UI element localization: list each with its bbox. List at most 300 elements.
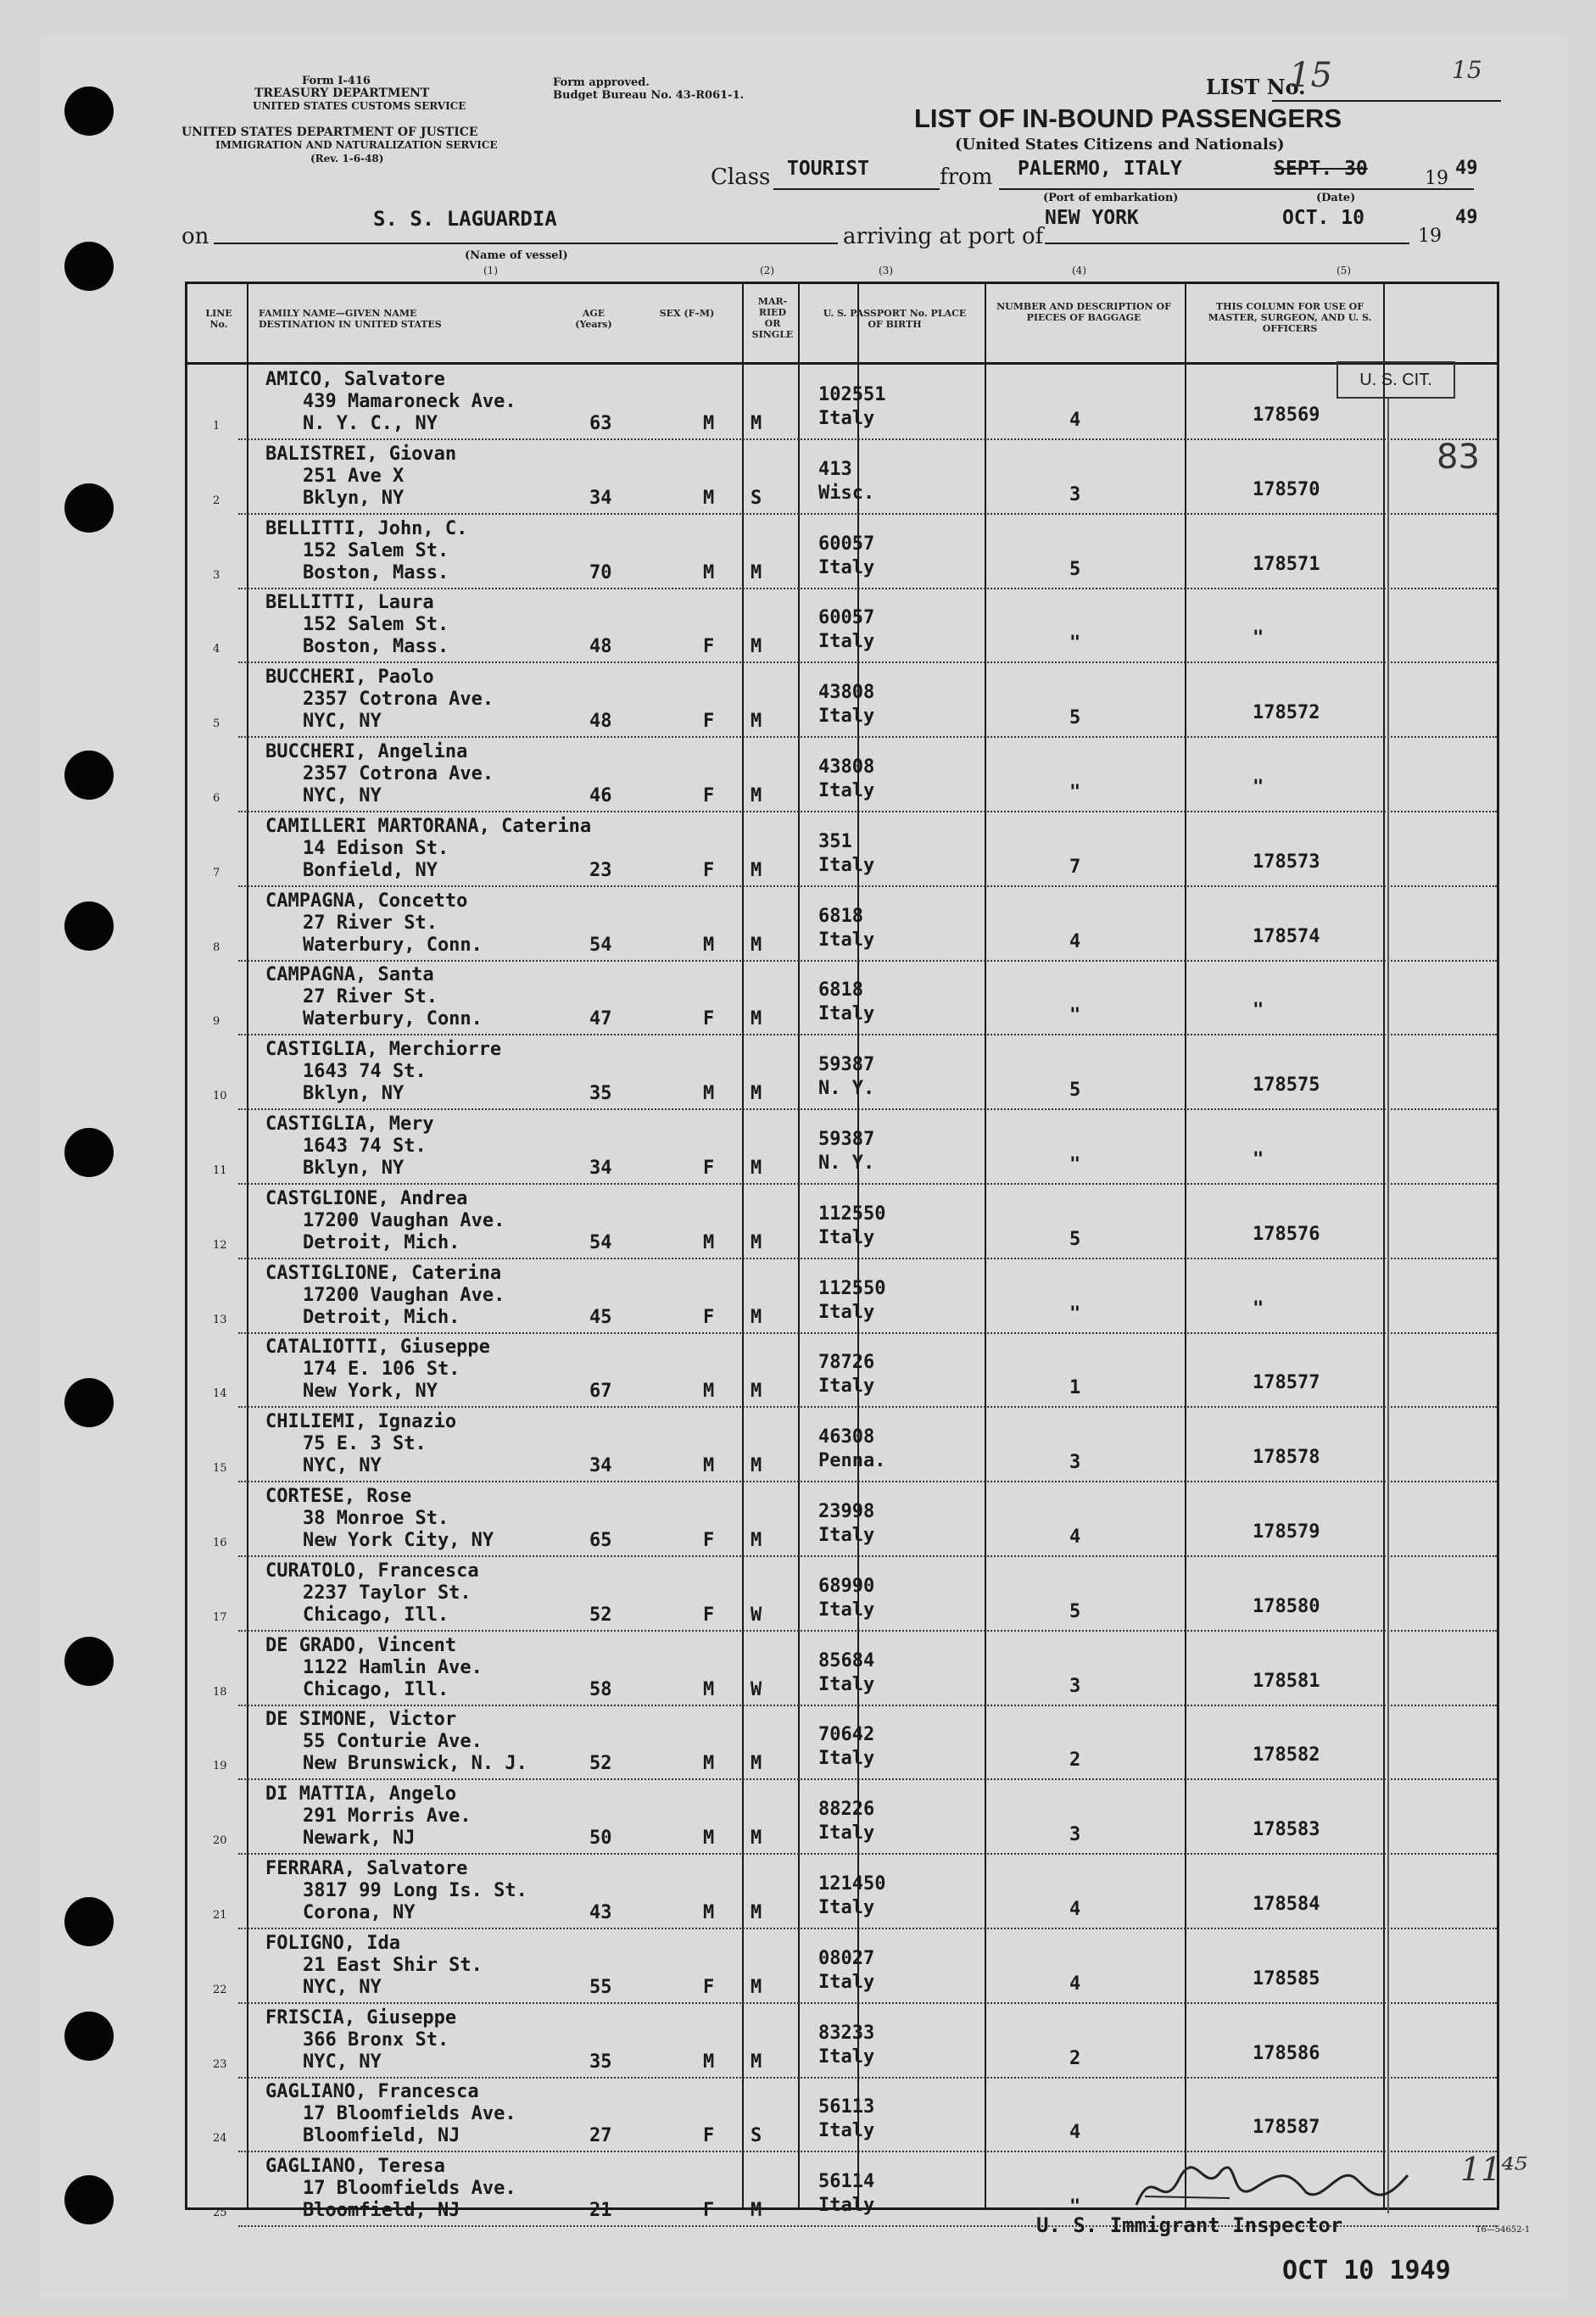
passenger-age: 58 — [589, 1678, 612, 1700]
table-row — [187, 2004, 1497, 2079]
officer-reference: 178587 — [1253, 2117, 1320, 2139]
passenger-age: 63 — [589, 413, 612, 434]
place-of-birth: Italy — [818, 1673, 875, 1695]
binder-hole — [64, 87, 114, 136]
line-number: 12 — [213, 1238, 227, 1252]
passport-number: 6818 — [818, 979, 863, 1002]
passenger-name: CATALIOTTI, Giuseppe — [265, 1337, 490, 1359]
class-value: TOURIST — [787, 158, 869, 180]
table-row — [187, 887, 1497, 962]
header-rule — [187, 362, 1497, 365]
officer-reference: 178580 — [1253, 1595, 1320, 1617]
officer-reference: 178578 — [1253, 1447, 1320, 1469]
passenger-sex: F — [703, 1530, 715, 1551]
passenger-address-city: NYC, NY — [303, 2051, 382, 2073]
baggage-count: 3 — [1069, 1675, 1081, 1697]
passenger-address-city: Bloomfield, NJ — [303, 2125, 460, 2147]
line-number: 22 — [213, 1983, 227, 1996]
officer-reference: 178571 — [1253, 553, 1320, 575]
line-number: 9 — [213, 1015, 220, 1029]
passenger-age: 35 — [589, 1083, 612, 1105]
passenger-name: CAMPAGNA, Concetto — [265, 890, 468, 912]
col-num-4: (4) — [1072, 265, 1086, 276]
passenger-address-street: 75 E. 3 St. — [303, 1433, 427, 1455]
line-number: 4 — [213, 643, 220, 656]
table-row — [187, 1780, 1497, 1855]
place-of-birth: Italy — [818, 1599, 875, 1621]
officer-reference: 178583 — [1253, 1819, 1320, 1841]
baggage-count: 4 — [1069, 1973, 1081, 1995]
passenger-name: CASTIGLIA, Merchiorre — [265, 1039, 502, 1061]
passenger-marital-status: M — [751, 1828, 762, 1850]
passenger-age: 52 — [589, 1753, 612, 1775]
passenger-age: 23 — [589, 859, 612, 881]
passenger-address-city: Detroit, Mich. — [303, 1231, 460, 1253]
col-header-line: LINE No. — [205, 308, 232, 330]
officer-reference: " — [1253, 1149, 1264, 1170]
passport-number: 88226 — [818, 1799, 875, 1821]
treasury-dept: TREASURY DEPARTMENT — [254, 87, 430, 100]
port-embark-caption: (Port of embarkation) — [1043, 192, 1179, 204]
passport-number: 102551 — [818, 384, 886, 405]
table-row — [187, 1110, 1497, 1185]
passport-number: 112550 — [818, 1277, 886, 1299]
passenger-age: 50 — [589, 1828, 612, 1850]
passenger-age: 34 — [589, 487, 612, 509]
passport-number: 112550 — [818, 1203, 886, 1225]
list-subtitle: (United States Citizens and Nationals) — [955, 136, 1285, 153]
baggage-count: 3 — [1069, 1452, 1081, 1474]
col-header-baggage: NUMBER AND DESCRIPTION OF PIECES OF BAGGAGE — [996, 301, 1171, 323]
officer-reference: 178570 — [1253, 478, 1320, 500]
passenger-marital-status: M — [751, 934, 762, 956]
col-header-married: MAR-RIED OR SINGLE — [751, 296, 794, 340]
table-row — [187, 589, 1497, 663]
passenger-name: CASTGLIONE, Andrea — [265, 1187, 468, 1209]
from-value: PALERMO, ITALY — [1018, 158, 1182, 180]
line-number: 1 — [213, 420, 220, 433]
passenger-age: 34 — [589, 1455, 612, 1477]
passport-number: 60057 — [818, 607, 875, 629]
passenger-address-city: NYC, NY — [303, 711, 382, 733]
col-header-officers: THIS COLUMN FOR USE OF MASTER, SURGEON, AND U. S. OFFICERS — [1208, 301, 1372, 334]
passport-number: 78726 — [818, 1352, 875, 1374]
place-of-birth: Italy — [818, 1003, 875, 1025]
place-of-birth: Italy — [818, 2195, 875, 2217]
passenger-sex: F — [703, 711, 715, 733]
place-of-birth: Italy — [818, 2120, 875, 2142]
passenger-age: 70 — [589, 561, 612, 583]
passenger-age: 52 — [589, 1604, 612, 1626]
passenger-address-city: Boston, Mass. — [303, 561, 449, 583]
passenger-sex: M — [703, 1455, 715, 1477]
passport-number: 68990 — [818, 1575, 875, 1597]
passenger-marital-status: M — [751, 1231, 762, 1253]
baggage-count: " — [1069, 2196, 1081, 2218]
binder-hole — [64, 2175, 114, 2224]
binder-hole — [64, 1378, 114, 1427]
line-number: 14 — [213, 1387, 227, 1401]
officer-reference: " — [1253, 777, 1264, 798]
binder-hole — [64, 1128, 114, 1177]
baggage-count: 3 — [1069, 483, 1081, 505]
table-row — [187, 1185, 1497, 1259]
passenger-marital-status: M — [751, 1306, 762, 1328]
passenger-age: 35 — [589, 2051, 612, 2073]
form-revision: (Rev. 1-6-48) — [310, 153, 384, 165]
binder-hole — [64, 242, 114, 291]
passenger-age: 67 — [589, 1381, 612, 1403]
passport-number: 121450 — [818, 1873, 886, 1895]
table-row — [187, 1408, 1497, 1482]
passenger-marital-status: M — [751, 1753, 762, 1775]
line-number: 7 — [213, 866, 220, 879]
passenger-address-city: Bloomfield, NJ — [303, 2200, 460, 2222]
list-no-label: LIST No. — [1206, 75, 1306, 99]
place-of-birth: Italy — [818, 408, 875, 429]
col-header-passport: U. S. PASSPORT No. PLACE OF BIRTH — [823, 308, 967, 330]
passenger-sex: F — [703, 2125, 715, 2147]
passenger-marital-status: M — [751, 1976, 762, 1998]
passenger-address-street: 152 Salem St. — [303, 539, 449, 561]
passenger-age: 54 — [589, 1231, 612, 1253]
passenger-sex: M — [703, 1753, 715, 1775]
passport-number: 60057 — [818, 533, 875, 555]
officer-reference: 178577 — [1253, 1372, 1320, 1394]
class-rule — [773, 188, 940, 190]
line-number: 24 — [213, 2132, 227, 2146]
embark-date: SEPT. 30 — [1274, 158, 1368, 180]
passport-number: 46308 — [818, 1426, 875, 1448]
line-number: 17 — [213, 1610, 227, 1624]
passenger-sex: M — [703, 1678, 715, 1700]
vessel-caption: (Name of vessel) — [465, 249, 568, 262]
col-num-2: (2) — [760, 265, 774, 276]
line-number: 20 — [213, 1834, 227, 1848]
binder-hole — [64, 1637, 114, 1686]
arrival-rule — [1045, 243, 1409, 244]
passenger-marital-status: M — [751, 2051, 762, 2073]
passenger-marital-status: M — [751, 1455, 762, 1477]
baggage-count: 5 — [1069, 1600, 1081, 1622]
place-of-birth: Italy — [818, 1301, 875, 1323]
from-label: from — [940, 165, 993, 190]
passenger-address-city: Newark, NJ — [303, 1828, 416, 1850]
passport-number: 56114 — [818, 2171, 875, 2193]
passenger-marital-status: M — [751, 1902, 762, 1923]
table-row — [187, 1333, 1497, 1408]
passenger-sex: F — [703, 1008, 715, 1030]
passport-number: 85684 — [818, 1649, 875, 1671]
passenger-address-city: Bonfield, NY — [303, 859, 438, 881]
baggage-count: " — [1069, 1005, 1081, 1027]
passport-number: 56113 — [818, 2096, 875, 2118]
passenger-age: 21 — [589, 2200, 612, 2222]
place-of-birth: Wisc. — [818, 482, 875, 504]
form-code: 16—54652-1 — [1476, 2225, 1531, 2235]
passenger-name: DE SIMONE, Victor — [265, 1709, 457, 1731]
passenger-address-street: 17200 Vaughan Ave. — [303, 1284, 505, 1306]
passenger-name: CAMILLERI MARTORANA, Caterina — [265, 815, 592, 837]
passenger-age: 48 — [589, 636, 612, 658]
baggage-count: 5 — [1069, 707, 1081, 729]
officer-reference: 178573 — [1253, 851, 1320, 873]
baggage-count: 2 — [1069, 2047, 1081, 2069]
baggage-count: 1 — [1069, 1377, 1081, 1399]
passenger-name: CURATOLO, Francesca — [265, 1560, 479, 1582]
passport-number: 70642 — [818, 1724, 875, 1746]
officer-reference: " — [1253, 1298, 1264, 1320]
passport-number: 59387 — [818, 1054, 875, 1076]
passenger-table — [185, 282, 1499, 2222]
passenger-name: GAGLIANO, Teresa — [265, 2156, 445, 2178]
passport-number: 59387 — [818, 1129, 875, 1150]
passenger-marital-status: S — [751, 487, 762, 509]
passenger-address-city: New Brunswick, N. J. — [303, 1753, 527, 1775]
passenger-address-street: 251 Ave X — [303, 465, 405, 487]
passenger-name: DE GRADO, Vincent — [265, 1634, 457, 1656]
table-row — [187, 1632, 1497, 1706]
passport-number: 23998 — [818, 1501, 875, 1522]
form-approved: Form approved. — [553, 76, 650, 89]
customs-service: UNITED STATES CUSTOMS SERVICE — [253, 100, 466, 112]
line-number: 13 — [213, 1313, 227, 1326]
passenger-address-street: 14 Edison St. — [303, 837, 449, 859]
passenger-address-city: Bklyn, NY — [303, 1083, 405, 1105]
passenger-name: FOLIGNO, Ida — [265, 1932, 400, 1954]
baggage-count: 4 — [1069, 410, 1081, 431]
year-1: 49 — [1455, 158, 1478, 179]
passenger-sex: M — [703, 1231, 715, 1253]
passenger-marital-status: M — [751, 1158, 762, 1179]
passenger-sex: F — [703, 1306, 715, 1328]
officer-reference: 178572 — [1253, 702, 1320, 724]
passenger-address-city: Detroit, Mich. — [303, 1306, 460, 1328]
table-row — [187, 1259, 1497, 1334]
table-row — [187, 440, 1497, 515]
passenger-address-street: 27 River St. — [303, 912, 438, 934]
passenger-address-city: Boston, Mass. — [303, 636, 449, 658]
passenger-sex: M — [703, 1083, 715, 1105]
form-number: Form I-416 — [302, 75, 371, 87]
passenger-address-street: 2237 Taylor St. — [303, 1582, 472, 1604]
baggage-count: 5 — [1069, 1228, 1081, 1250]
passenger-address-street: 38 Monroe St. — [303, 1508, 449, 1529]
line-number: 3 — [213, 568, 220, 582]
passenger-sex: M — [703, 934, 715, 956]
place-of-birth: Italy — [818, 780, 875, 801]
col-header-sex: SEX (F–M) — [659, 308, 715, 319]
passenger-address-street: 366 Bronx St. — [303, 2029, 449, 2051]
line-number: 11 — [213, 1164, 227, 1177]
arrival-date: OCT. 10 — [1282, 207, 1364, 229]
passenger-name: BELLITTI, Laura — [265, 592, 434, 614]
table-row — [187, 663, 1497, 738]
place-of-birth: Italy — [818, 631, 875, 653]
officer-reference: 178584 — [1253, 1894, 1320, 1915]
passenger-sex: M — [703, 487, 715, 509]
passenger-address-street: 21 East Shir St. — [303, 1954, 483, 1976]
passenger-name: CAMPAGNA, Santa — [265, 964, 434, 986]
line-number: 18 — [213, 1685, 227, 1699]
line-number: 5 — [213, 717, 220, 731]
vessel-name: S. S. LAGUARDIA — [373, 207, 557, 231]
line-number: 6 — [213, 792, 220, 805]
line-number: 25 — [213, 2207, 227, 2220]
table-row — [187, 1557, 1497, 1632]
baggage-count: 5 — [1069, 558, 1081, 580]
baggage-count: 4 — [1069, 1899, 1081, 1920]
list-no-value: 15 — [1289, 56, 1332, 95]
passenger-address-city: NYC, NY — [303, 785, 382, 806]
col-num-1: (1) — [483, 265, 498, 276]
table-row — [187, 738, 1497, 812]
place-of-birth: Italy — [818, 706, 875, 728]
passenger-name: CASTIGLIA, Mery — [265, 1113, 434, 1135]
place-of-birth: Italy — [818, 854, 875, 876]
inspector-signature — [1128, 2146, 1433, 2222]
table-row — [187, 812, 1497, 887]
passenger-age: 65 — [589, 1530, 612, 1551]
line-number: 8 — [213, 940, 220, 954]
officer-reference: 178575 — [1253, 1074, 1320, 1097]
passport-number: 83233 — [818, 2022, 875, 2044]
line-number: 19 — [213, 1760, 227, 1773]
officer-reference: 178576 — [1253, 1223, 1320, 1245]
pencil-margin-line — [1387, 399, 1389, 2213]
line-number: 10 — [213, 1090, 227, 1103]
col-header-age: AGE (Years) — [575, 308, 612, 330]
passenger-address-city: New York, NY — [303, 1381, 438, 1403]
place-of-birth: Italy — [818, 1971, 875, 1993]
passenger-address-street: 291 Morris Ave. — [303, 1805, 472, 1828]
place-of-birth: Italy — [818, 1525, 875, 1546]
passenger-name: BUCCHERI, Paolo — [265, 667, 434, 689]
baggage-count: " — [1069, 633, 1081, 655]
list-no-rule — [1272, 100, 1501, 102]
officer-reference: 178574 — [1253, 925, 1320, 947]
passenger-address-city: NYC, NY — [303, 1976, 382, 1998]
year-prefix-2: 19 — [1418, 226, 1442, 247]
passenger-sex: F — [703, 1604, 715, 1626]
table-row — [187, 961, 1497, 1035]
passenger-name: CORTESE, Rose — [265, 1486, 412, 1507]
date-caption: (Date) — [1316, 192, 1356, 204]
passenger-sex: M — [703, 2051, 715, 2073]
passenger-sex: F — [703, 785, 715, 806]
passenger-address-city: N. Y. C., NY — [303, 413, 438, 434]
passenger-sex: M — [703, 413, 715, 434]
line-number: 21 — [213, 1909, 227, 1922]
passenger-address-street: 55 Conturie Ave. — [303, 1731, 483, 1753]
baggage-count: 4 — [1069, 930, 1081, 952]
passenger-sex: M — [703, 1828, 715, 1850]
passenger-marital-status: M — [751, 2200, 762, 2222]
list-no-corner: 15 — [1452, 56, 1482, 84]
passenger-address-street: 1122 Hamlin Ave. — [303, 1656, 483, 1678]
place-of-birth: Italy — [818, 1822, 875, 1844]
passenger-name: GAGLIANO, Francesca — [265, 2081, 479, 2103]
passenger-marital-status: M — [751, 859, 762, 881]
place-of-birth: Italy — [818, 1226, 875, 1248]
passenger-sex: F — [703, 636, 715, 658]
passenger-marital-status: M — [751, 1381, 762, 1403]
officer-reference: 178579 — [1253, 1521, 1320, 1543]
passport-number: 6818 — [818, 905, 863, 927]
baggage-count: 7 — [1069, 856, 1081, 878]
baggage-count: " — [1069, 782, 1081, 803]
vessel-rule — [214, 243, 838, 244]
passenger-address-street: 27 River St. — [303, 986, 438, 1008]
passenger-sex: M — [703, 1381, 715, 1403]
passenger-age: 48 — [589, 711, 612, 733]
table-row — [187, 366, 1497, 440]
us-citizen-stamp: U. S. CIT. — [1337, 361, 1455, 399]
passenger-sex: F — [703, 859, 715, 881]
place-of-birth: Italy — [818, 2045, 875, 2068]
baggage-count: " — [1069, 1154, 1081, 1175]
arriving-label: arriving at port of — [843, 224, 1044, 249]
passenger-name: BUCCHERI, Angelina — [265, 741, 468, 762]
passenger-address-city: Chicago, Ill. — [303, 1678, 449, 1700]
passenger-sex: M — [703, 1902, 715, 1923]
passport-number: 08027 — [818, 1947, 875, 1969]
passenger-sex: F — [703, 2200, 715, 2222]
officer-reference: " — [1253, 1000, 1264, 1022]
binder-hole — [64, 2012, 114, 2061]
passenger-age: 54 — [589, 934, 612, 956]
passenger-address-street: 2357 Cotrona Ave. — [303, 763, 494, 784]
officer-reference: 178586 — [1253, 2042, 1320, 2064]
passenger-age: 55 — [589, 1976, 612, 1998]
passenger-address-street: 17 Bloomfields Ave. — [303, 2178, 516, 2200]
passenger-age: 27 — [589, 2125, 612, 2147]
passenger-name: BELLITTI, John, C. — [265, 517, 468, 539]
passenger-age: 46 — [589, 785, 612, 806]
place-of-birth: Italy — [818, 1748, 875, 1770]
binder-hole — [64, 901, 114, 951]
from-rule — [999, 188, 1474, 190]
passenger-marital-status: M — [751, 636, 762, 658]
table-row — [187, 1855, 1497, 1929]
baggage-count: 2 — [1069, 1750, 1081, 1772]
passenger-address-city: Chicago, Ill. — [303, 1604, 449, 1626]
binder-hole — [64, 483, 114, 533]
line-number: 2 — [213, 494, 220, 507]
passenger-name: CHILIEMI, Ignazio — [265, 1411, 457, 1433]
passenger-address-street: 1643 74 St. — [303, 1061, 427, 1083]
baggage-count: 3 — [1069, 1824, 1081, 1846]
passenger-name: CASTIGLIONE, Caterina — [265, 1262, 502, 1284]
table-row — [187, 1482, 1497, 1557]
baggage-count: 4 — [1069, 1526, 1081, 1548]
col-num-5: (5) — [1337, 265, 1351, 276]
col-num-3: (3) — [879, 265, 893, 276]
officer-reference: 178569 — [1253, 405, 1320, 426]
baggage-count: " — [1069, 1303, 1081, 1325]
ins-service: IMMIGRATION AND NATURALIZATION SERVICE — [215, 139, 498, 151]
place-of-birth: N. Y. — [818, 1078, 875, 1100]
passenger-marital-status: W — [751, 1678, 762, 1700]
passenger-address-street: 439 Mamaroneck Ave. — [303, 391, 516, 412]
passenger-age: 47 — [589, 1008, 612, 1030]
passenger-address-street: 17 Bloomfields Ave. — [303, 2103, 516, 2125]
passenger-address-city: Waterbury, Conn. — [303, 1008, 483, 1030]
passenger-age: 45 — [589, 1306, 612, 1328]
officer-reference: 178582 — [1253, 1744, 1320, 1766]
table-row — [187, 1705, 1497, 1780]
passenger-sex: M — [703, 561, 715, 583]
